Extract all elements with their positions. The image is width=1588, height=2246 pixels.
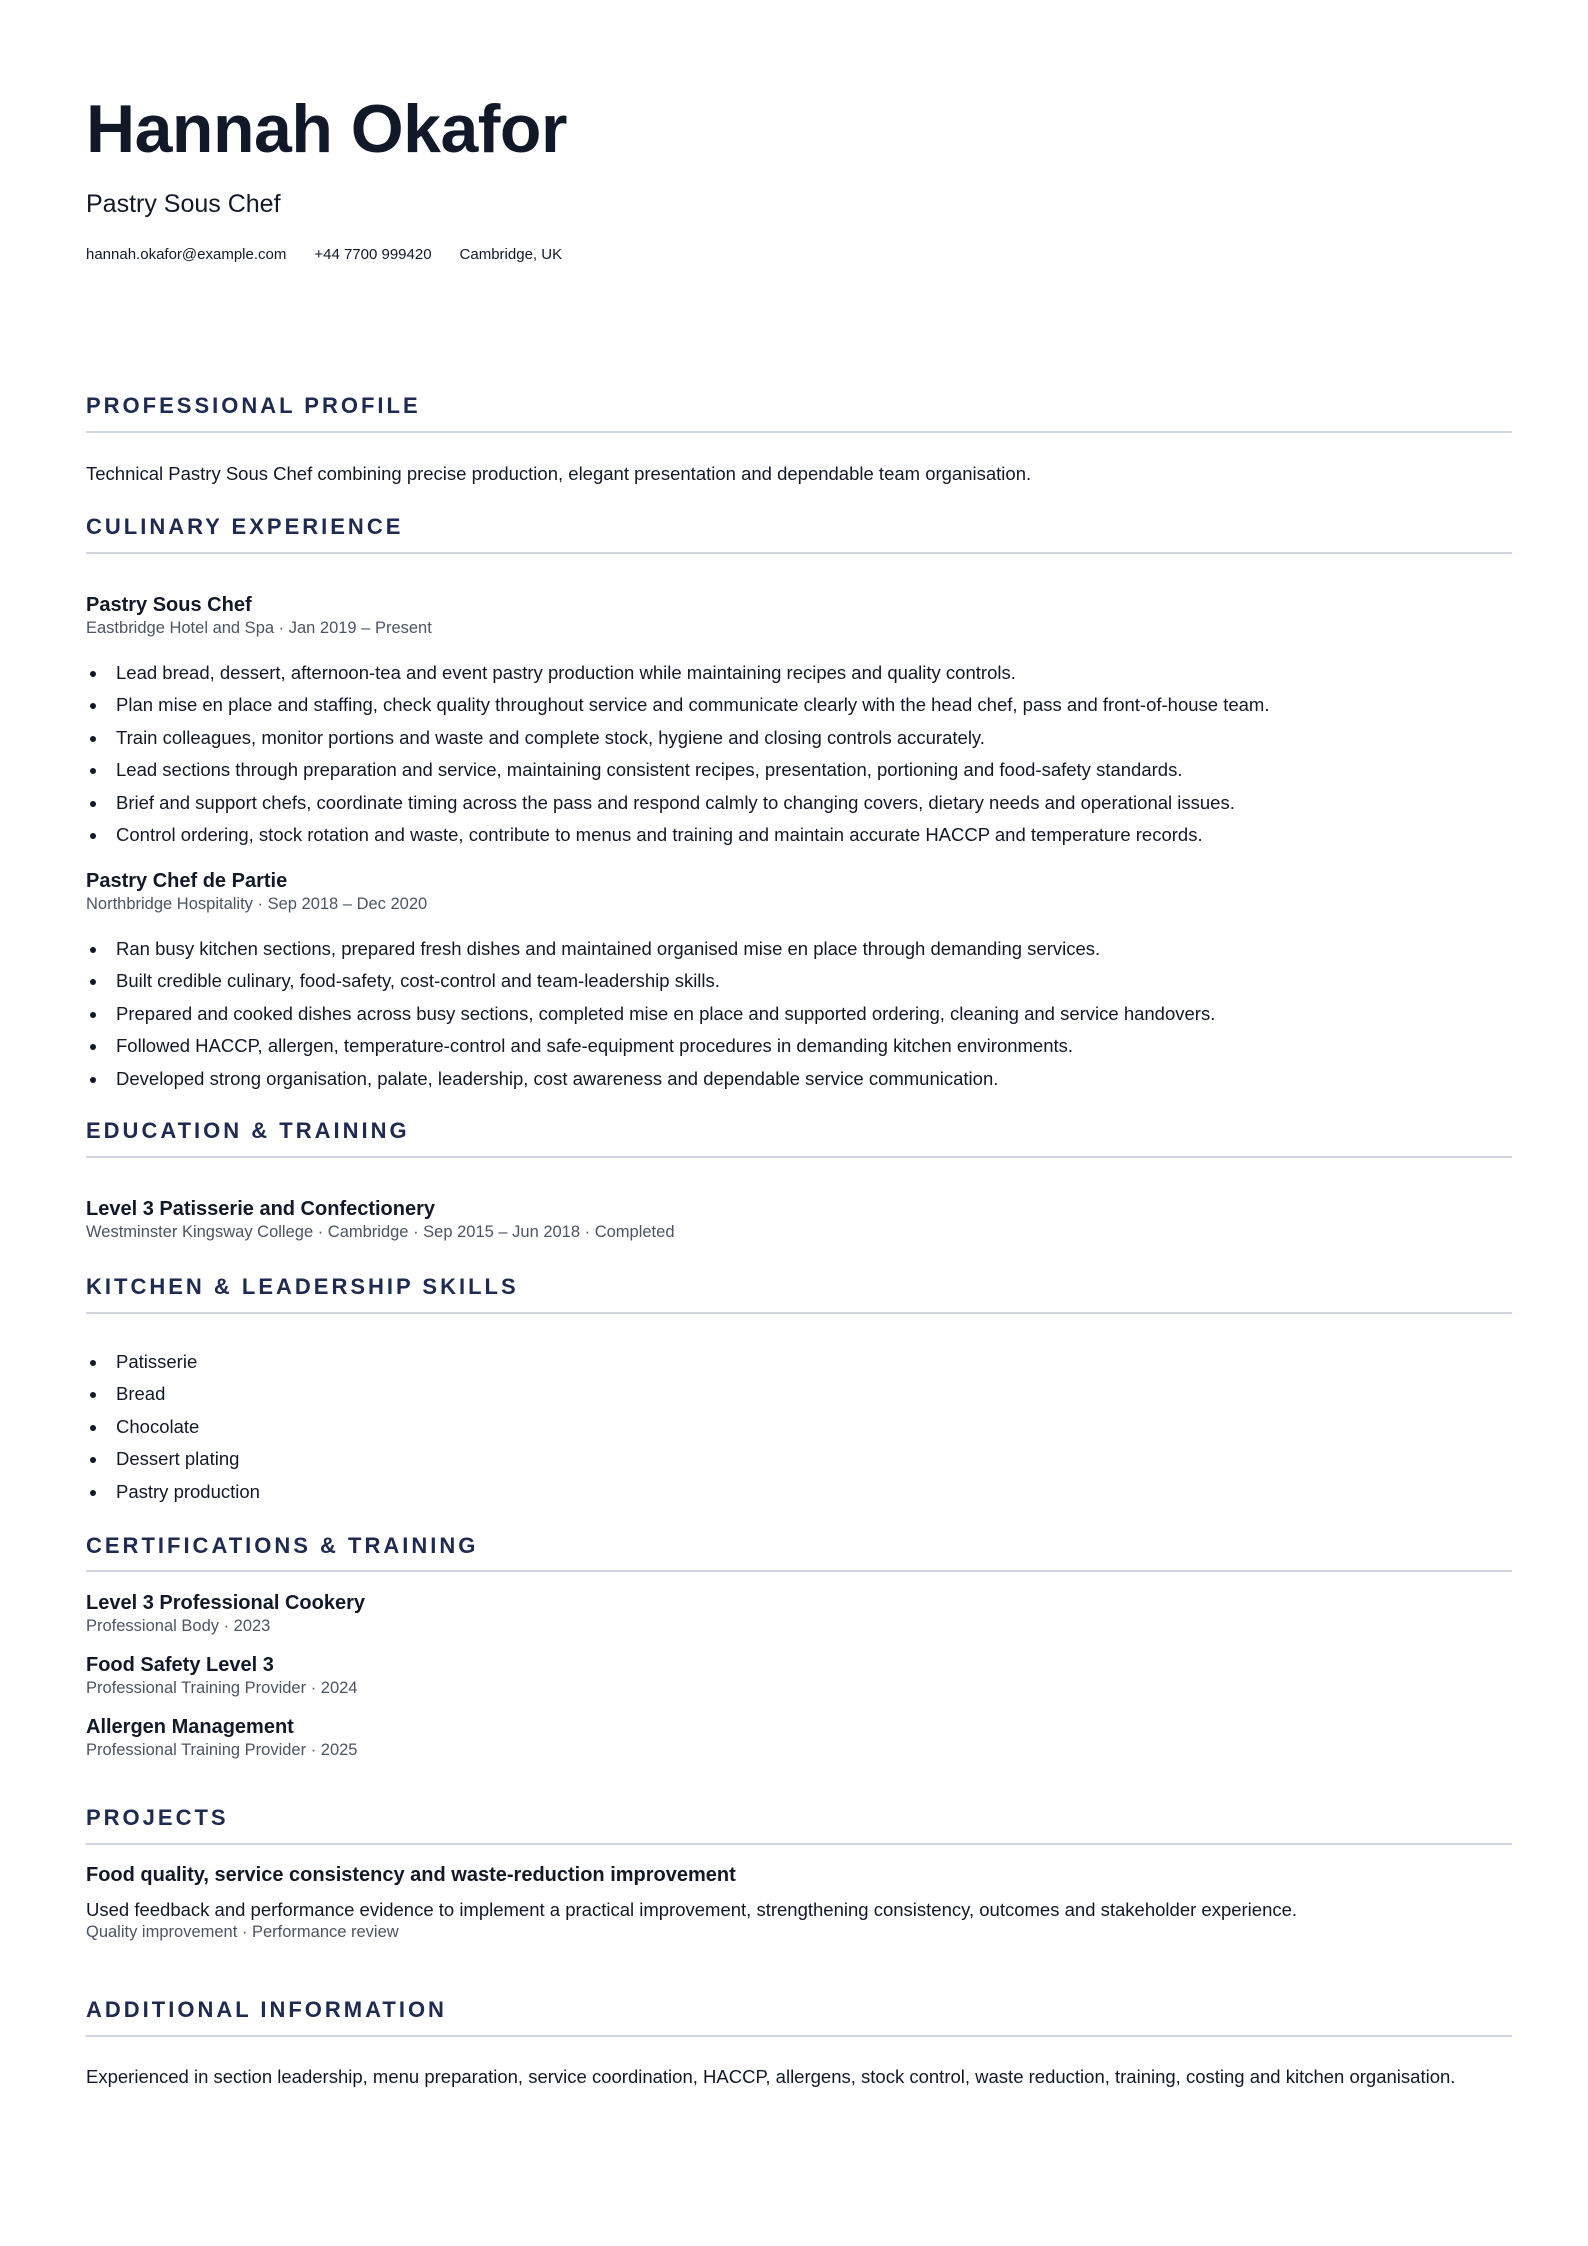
list-item: Bread	[116, 1378, 1516, 1410]
list-item: Brief and support chefs, coordinate timing across the pass and respond calmly to changing covers, dietary needs and operational issues.	[116, 787, 1516, 819]
list-item: Built credible culinary, food-safety, cost-control and team-leadership skills.	[116, 965, 1516, 997]
job-bullets	[86, 933, 1516, 1095]
job-title: Pastry Chef de Partie	[86, 870, 288, 892]
contact-phone[interactable]: +44 7700 999420	[314, 246, 432, 263]
section-title-projects: PROJECTS	[86, 1805, 229, 1830]
section-divider	[86, 1156, 1512, 1158]
list-item: Developed strong organisation, palate, leadership, cost awareness and dependable service communication.	[116, 1063, 1516, 1095]
list-item: Patisserie	[116, 1346, 1516, 1378]
certification-title: Allergen Management	[86, 1716, 294, 1738]
certification-meta: Professional Body · 2023	[86, 1617, 271, 1635]
section-title-experience: CULINARY EXPERIENCE	[86, 514, 404, 539]
education-meta: Westminster Kingsway College · Cambridge · Sep 2015 – Jun 2018 · Completed	[86, 1223, 675, 1241]
job-bullets	[86, 657, 1516, 851]
project-description: Used feedback and performance evidence to implement a practical improvement, strengthening consistency, outcomes and stakeholder experience.	[86, 1899, 1298, 1920]
contact-email[interactable]: hannah.okafor@example.com	[86, 246, 287, 263]
section-title-certifications: CERTIFICATIONS & TRAINING	[86, 1533, 479, 1558]
list-item: Lead sections through preparation and service, maintaining consistent recipes, presentation, portioning and food-safety standards.	[116, 754, 1516, 786]
profile-text: Technical Pastry Sous Chef combining precise production, elegant presentation and dependable team organisation.	[86, 463, 1032, 484]
section-title-additional: ADDITIONAL INFORMATION	[86, 1997, 447, 2022]
job-meta: Northbridge Hospitality · Sep 2018 – Dec 2020	[86, 895, 428, 913]
section-title-profile: PROFESSIONAL PROFILE	[86, 393, 421, 418]
section-divider	[86, 431, 1512, 433]
certification-title: Food Safety Level 3	[86, 1654, 274, 1676]
certification-meta: Professional Training Provider · 2025	[86, 1741, 358, 1759]
additional-text: Experienced in section leadership, menu preparation, service coordination, HACCP, allergens, stock control, waste reduction, training, costing and kitchen organisation.	[86, 2066, 1456, 2087]
job-meta: Eastbridge Hotel and Spa · Jan 2019 – Present	[86, 619, 432, 637]
project-title: Food quality, service consistency and waste-reduction improvement	[86, 1864, 736, 1886]
list-item: Control ordering, stock rotation and waste, contribute to menus and training and maintain accurate HACCP and temperature records.	[116, 819, 1516, 851]
job-title: Pastry Sous Chef	[86, 594, 252, 616]
section-divider	[86, 1843, 1512, 1845]
list-item: Train colleagues, monitor portions and waste and complete stock, hygiene and closing controls accurately.	[116, 722, 1516, 754]
section-divider	[86, 1312, 1512, 1314]
list-item: Prepared and cooked dishes across busy sections, completed mise en place and supported ordering, cleaning and service handovers.	[116, 998, 1516, 1030]
education-title: Level 3 Patisserie and Confectionery	[86, 1198, 436, 1220]
contact-location: Cambridge, UK	[459, 246, 563, 263]
list-item: Dessert plating	[116, 1443, 1516, 1475]
candidate-role: Pastry Sous Chef	[86, 190, 281, 218]
contact-info	[86, 246, 562, 263]
list-item: Pastry production	[116, 1476, 1516, 1508]
section-title-education: EDUCATION & TRAINING	[86, 1118, 410, 1143]
section-divider	[86, 1570, 1512, 1572]
section-divider	[86, 2035, 1512, 2037]
project-meta: Quality improvement · Performance review	[86, 1923, 399, 1941]
list-item: Lead bread, dessert, afternoon-tea and event pastry production while maintaining recipes and quality controls.	[116, 657, 1516, 689]
candidate-name: Hannah Okafor	[86, 91, 567, 167]
skills-list	[86, 1346, 1516, 1508]
list-item: Chocolate	[116, 1411, 1516, 1443]
section-title-skills: KITCHEN & LEADERSHIP SKILLS	[86, 1274, 519, 1299]
certification-meta: Professional Training Provider · 2024	[86, 1679, 358, 1697]
list-item: Followed HACCP, allergen, temperature-control and safe-equipment procedures in demanding kitchen environments.	[116, 1030, 1516, 1062]
list-item: Ran busy kitchen sections, prepared fresh dishes and maintained organised mise en place through demanding services.	[116, 933, 1516, 965]
section-divider	[86, 552, 1512, 554]
certification-title: Level 3 Professional Cookery	[86, 1592, 366, 1614]
list-item: Plan mise en place and staffing, check quality throughout service and communicate clearly with the head chef, pass and front-of-house team.	[116, 689, 1516, 721]
